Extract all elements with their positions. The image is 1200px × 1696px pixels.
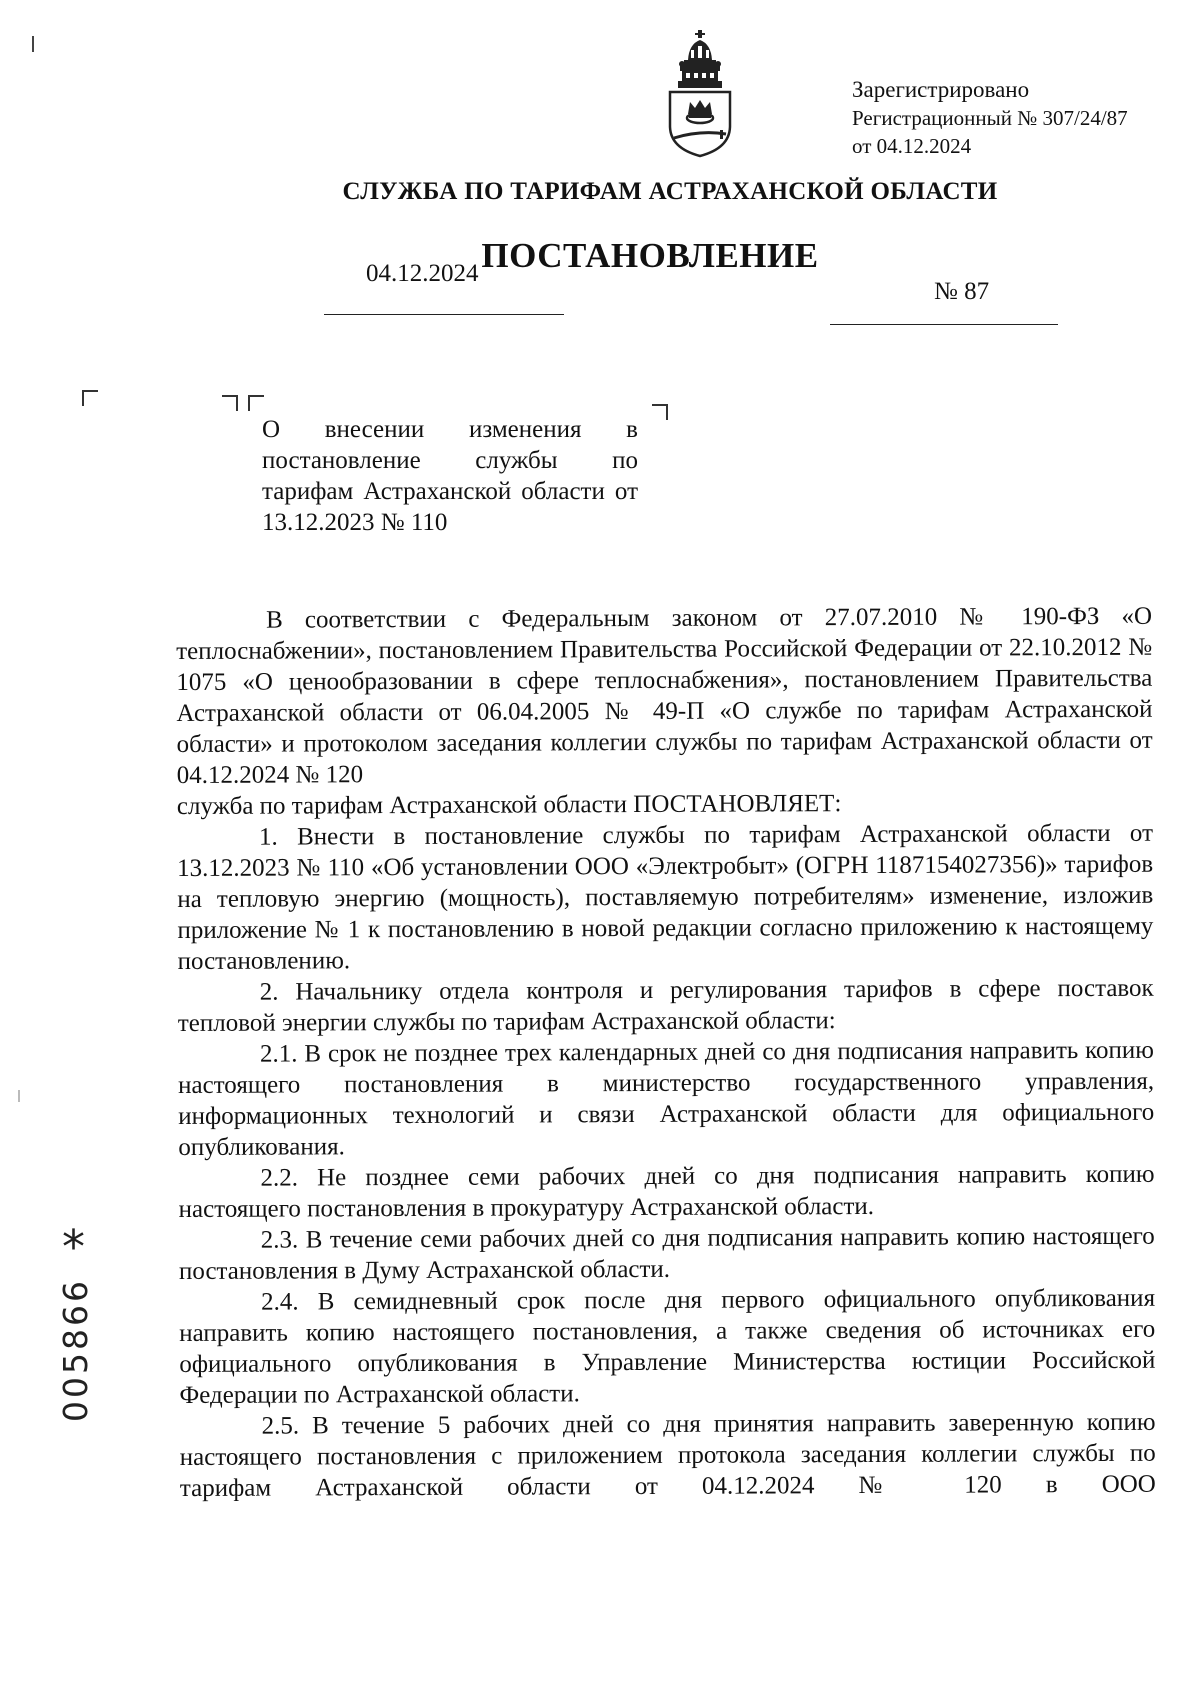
- number-underline: [830, 324, 1058, 325]
- document-number: № 87: [934, 278, 990, 305]
- registration-date: от 04.12.2024: [852, 134, 972, 158]
- corner-bracket: [652, 404, 668, 420]
- corner-bracket: [248, 395, 264, 411]
- paragraph-item-2: 2. Начальнику отдела контроля и регулирования тарифов в сфере поставок тепловой энергии службы по тарифам Астраханской области:: [177, 974, 1154, 1037]
- agency-name: СЛУЖБА ПО ТАРИФАМ АСТРАХАНСКОЙ ОБЛАСТИ: [342, 178, 998, 205]
- registration-stamp: [852, 76, 1128, 160]
- date-underline: [324, 314, 564, 315]
- paragraph-item-2-3: 2.3. В течение семи рабочих дней со дня подписания направить копию настоящего постановления в Думу Астраханской области.: [178, 1222, 1155, 1285]
- serial-code: 005866: [55, 1278, 95, 1422]
- margin-mark: [18, 1090, 20, 1102]
- paragraph-item-2-5: 2.5. В течение 5 рабочих дней со дня принятия направить заверенную копию настоящего постановления с приложением протокола заседания коллегии службы по тарифам Астраханской области от 04.12.2024 № 120 в ООО: [179, 1408, 1156, 1502]
- document-subject: О внесении изменения в постановление службы по тарифам Астраханской области от 13.12.2023 № 110: [262, 416, 638, 536]
- paragraph-item-2-1: 2.1. В срок не позднее трех календарных дней со дня подписания направить копию настоящего постановления в министерство государственного управления, информационных технологий и связи Астраханской области для официального опубликования.: [178, 1036, 1155, 1161]
- coat-of-arms-emblem: [660, 30, 740, 158]
- registration-number: Регистрационный № 307/24/87: [852, 106, 1128, 130]
- paragraph-item-1: 1. Внести в постановление службы по тарифам Астраханской области от 13.12.2023 № 110 «Об установлении ООО «Электробыт» (ОГРН 1187154027356)» тарифов на тепловую энергию (мощность), поставляемую потребителям» изменение, изложив приложение № 1 к постановлению в новой редакции согласно приложению к настоящему постановлению.: [177, 819, 1154, 975]
- resolution-line: служба по тарифам Астраханской области ПОСТАНОВЛЯЕТ:: [176, 790, 842, 820]
- document-date: 04.12.2024: [366, 260, 479, 287]
- margin-mark: [32, 36, 34, 52]
- document-body: [176, 601, 1156, 1504]
- registration-title: Зарегистрировано: [852, 77, 1030, 102]
- paragraph-item-2-2: 2.2. Не позднее семи рабочих дней со дня подписания направить копию настоящего постановления в прокуратуру Астраханской области.: [178, 1160, 1155, 1223]
- asterisk-mark: *: [62, 1220, 88, 1275]
- paragraph-item-2-4: 2.4. В семидневный срок после дня первого официального опубликования направить копию настоящего постановления, а также сведения об источниках его официального опубликования в Управление Министерства юстиции Российской Федерации по Астраханской области.: [179, 1284, 1156, 1409]
- document-type-title: ПОСТАНОВЛЕНИЕ: [481, 236, 819, 275]
- side-serial-stamp: [48, 1220, 102, 1422]
- preamble-paragraph: В соответствии с Федеральным законом от 27.07.2010 № 190-ФЗ «О теплоснабжении», постановлением Правительства Российской Федерации от 22.10.2012 № 1075 «О ценообразовании в сфере теплоснабжения», постановлением Правительства Астраханской области от 06.04.2005 № 49-П «О службе по тарифам Астраханской области» и протоколом заседания коллегии службы по тарифам Астраханской области от 04.12.2024 № 120: [176, 602, 1153, 789]
- corner-bracket: [82, 390, 98, 406]
- corner-bracket: [222, 395, 238, 411]
